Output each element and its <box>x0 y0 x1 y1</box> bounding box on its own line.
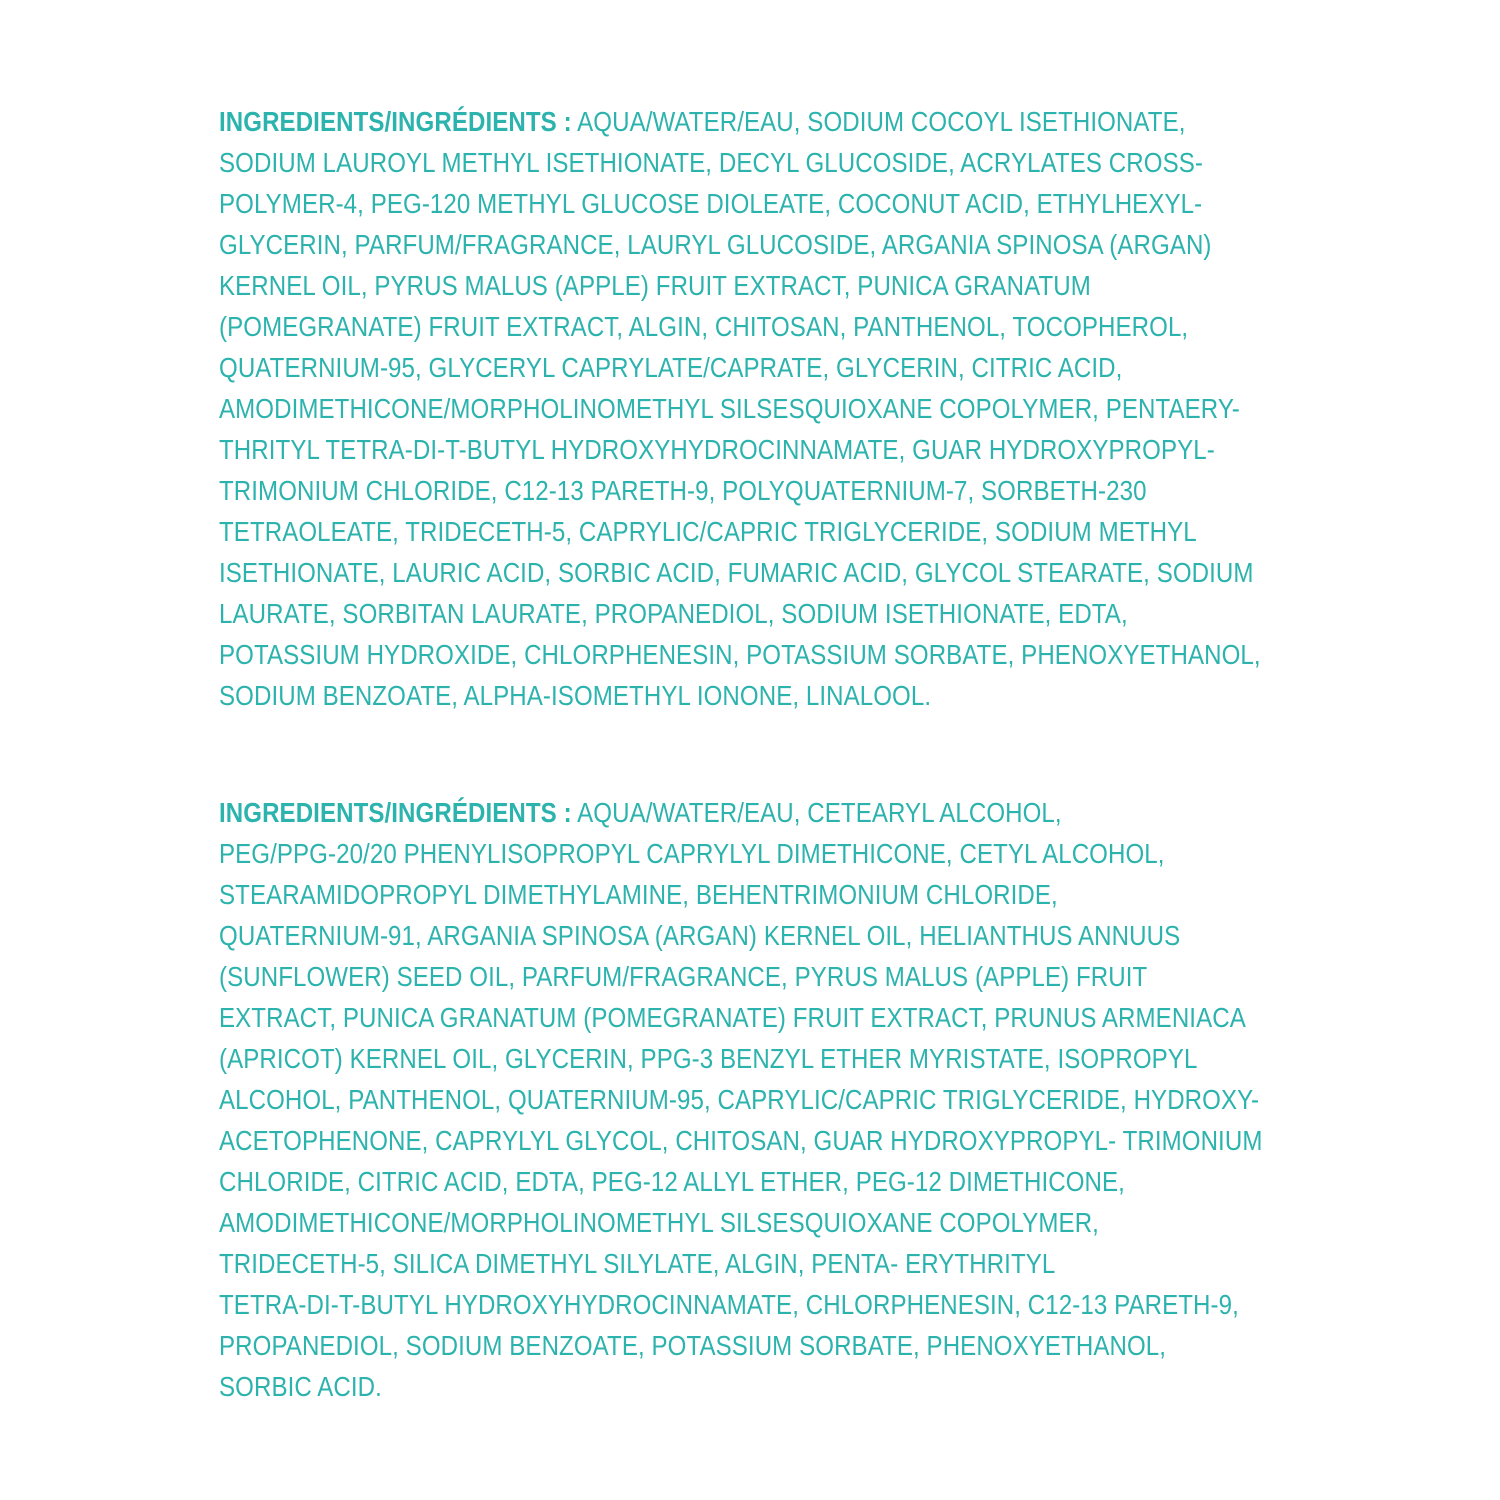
ingredients-text: AQUA/WATER/EAU, SODIUM COCOYL ISETHIONATE, <box>577 106 1186 137</box>
ingredients-line: LAURATE, SORBITAN LAURATE, PROPANEDIOL, SODIUM ISETHIONATE, EDTA, <box>219 598 1128 629</box>
ingredients-line: PROPANEDIOL, SODIUM BENZOATE, POTASSIUM SORBATE, PHENOXYETHANOL, <box>219 1330 1167 1361</box>
ingredients-line: AMODIMETHICONE/MORPHOLINOMETHYL SILSESQUIOXANE COPOLYMER, <box>219 1207 1099 1238</box>
ingredients-line: SODIUM LAUROYL METHYL ISETHIONATE, DECYL GLUCOSIDE, ACRYLATES CROSS- <box>219 147 1203 178</box>
ingredients-line: QUATERNIUM-95, GLYCERYL CAPRYLATE/CAPRATE, GLYCERIN, CITRIC ACID, <box>219 352 1123 383</box>
ingredients-heading: INGREDIENTS/INGRÉDIENTS : <box>219 797 572 828</box>
ingredients-line: GLYCERIN, PARFUM/FRAGRANCE, LAURYL GLUCOSIDE, ARGANIA SPINOSA (ARGAN) <box>219 229 1212 260</box>
ingredients-line: TETRA-DI-T-BUTYL HYDROXYHYDROCINNAMATE, CHLORPHENESIN, C12-13 PARETH-9, <box>219 1289 1239 1320</box>
ingredients-line: ISETHIONATE, LAURIC ACID, SORBIC ACID, FUMARIC ACID, GLYCOL STEARATE, SODIUM <box>219 557 1254 588</box>
ingredients-line: THRITYL TETRA-DI-T-BUTYL HYDROXYHYDROCINNAMATE, GUAR HYDROXYPROPYL- <box>219 434 1215 465</box>
ingredients-line: SODIUM BENZOATE, ALPHA-ISOMETHYL IONONE, LINALOOL. <box>219 680 932 711</box>
ingredients-line: EXTRACT, PUNICA GRANATUM (POMEGRANATE) FRUIT EXTRACT, PRUNUS ARMENIACA <box>219 1002 1246 1033</box>
ingredients-line: SORBIC ACID. <box>219 1371 382 1402</box>
ingredients-line: TRIMONIUM CHLORIDE, C12-13 PARETH-9, POLYQUATERNIUM-7, SORBETH-230 <box>219 475 1147 506</box>
ingredients-line: (SUNFLOWER) SEED OIL, PARFUM/FRAGRANCE, PYRUS MALUS (APPLE) FRUIT <box>219 961 1148 992</box>
ingredients-line: STEARAMIDOPROPYL DIMETHYLAMINE, BEHENTRIMONIUM CHLORIDE, <box>219 879 1058 910</box>
ingredients-line <box>219 792 1156 833</box>
ingredients-heading: INGREDIENTS/INGRÉDIENTS : <box>219 106 572 137</box>
ingredients-line: POLYMER-4, PEG-120 METHYL GLUCOSE DIOLEATE, COCONUT ACID, ETHYLHEXYL- <box>219 188 1203 219</box>
ingredients-line: TETRAOLEATE, TRIDECETH-5, CAPRYLIC/CAPRIC TRIGLYCERIDE, SODIUM METHYL <box>219 516 1197 547</box>
ingredients-line: ACETOPHENONE, CAPRYLYL GLYCOL, CHITOSAN, GUAR HYDROXYPROPYL- TRIMONIUM <box>219 1125 1263 1156</box>
ingredients-line: ALCOHOL, PANTHENOL, QUATERNIUM-95, CAPRYLIC/CAPRIC TRIGLYCERIDE, HYDROXY- <box>219 1084 1260 1115</box>
ingredients-line <box>219 101 1186 142</box>
ingredients-line: TRIDECETH-5, SILICA DIMETHYL SILYLATE, ALGIN, PENTA- ERYTHRITYL <box>219 1248 1056 1279</box>
ingredients-line: PEG/PPG-20/20 PHENYLISOPROPYL CAPRYLYL DIMETHICONE, CETYL ALCOHOL, <box>219 838 1165 869</box>
ingredients-text: AQUA/WATER/EAU, CETEARYL ALCOHOL, <box>577 797 1062 828</box>
ingredients-line: (POMEGRANATE) FRUIT EXTRACT, ALGIN, CHITOSAN, PANTHENOL, TOCOPHEROL, <box>219 311 1189 342</box>
ingredients-line: QUATERNIUM-91, ARGANIA SPINOSA (ARGAN) KERNEL OIL, HELIANTHUS ANNUUS <box>219 920 1181 951</box>
ingredients-line: POTASSIUM HYDROXIDE, CHLORPHENESIN, POTASSIUM SORBATE, PHENOXYETHANOL, <box>219 639 1261 670</box>
ingredients-line: KERNEL OIL, PYRUS MALUS (APPLE) FRUIT EXTRACT, PUNICA GRANATUM <box>219 270 1091 301</box>
ingredients-block-2 <box>219 792 1309 1407</box>
ingredients-line: CHLORIDE, CITRIC ACID, EDTA, PEG-12 ALLYL ETHER, PEG-12 DIMETHICONE, <box>219 1166 1125 1197</box>
ingredients-line: AMODIMETHICONE/MORPHOLINOMETHYL SILSESQUIOXANE COPOLYMER, PENTAERY- <box>219 393 1240 424</box>
ingredients-block-1 <box>219 101 1309 716</box>
ingredients-line: (APRICOT) KERNEL OIL, GLYCERIN, PPG-3 BENZYL ETHER MYRISTATE, ISOPROPYL <box>219 1043 1198 1074</box>
